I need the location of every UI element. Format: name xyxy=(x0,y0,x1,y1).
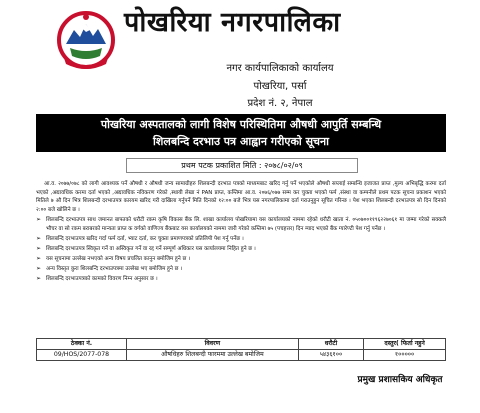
notice-title-line1: पोखरिया अस्पतालको लागी विशेष परिस्थितिमा औषधी आपुर्ति सम्बन्धि xyxy=(100,118,382,131)
list-item xyxy=(36,255,446,264)
list-item-text: शिलबन्दि दरभाउपत्र साथ जमानत बापतको धरौटी रकम कृषि विकास बैंक लि. शाखा कार्यालय पोखरियामा यस कार्यालयको नाममा रहेको धरौटी खाता नं. ०५०७००११९६२२७०६१ मा जम्मा गरेको सक्कलै भौचर वा सो रकम बराबरको मान्यता प्राप्त क वर्गको वाणिज्य बैंकबाट यस कार्यालयको नाममा जारी गरेको कम्तिमा ७५ (पचहत्तर) दिन म्याद भएको बैंक ग्यारेण्टी पेश गर्नु पर्नेछ । xyxy=(46,217,446,232)
column-header-deposit: धरौटी xyxy=(298,339,363,350)
notice-banner xyxy=(36,114,446,152)
table-row xyxy=(37,350,446,361)
intro-paragraph: आ.व. २०७७/०७८ को लागी आवश्यक पर्ने औषधी र औषधी जन्य सामाग्रीहरु शिलबन्दी दरभाउ पत्रको माध्यमबाट खरिद गर्नु पर्ने भएकोले औषधी सप्लाई सम्बन्धि इजाजत प्राप्त ,मुल्य अभिबृद्धि करमा दर्ता भएको ,अद्यावधिक करमा दर्ता भएको ,अद्यावधिक नविकरण गरेको ,स्थायी लेखा नं PAN प्राप्त, कम्तिमा आ.व. २०७६/०७७ सम्म कर चुक्ता भएको फर्म ,संस्था वा कम्पनीले प्रथम पटक सूचना प्रकाशन भएको मितिले ७ औ दिन भित्र शिलबन्दी दरभाउपत्र कारयम खरिद गरी दाखिला गर्नुपर्ने मिति दिनको १२:०० बजे भित्र यस नगरपालिकामा दर्ता गराउनुहुन सूचित गरिन्छ । पेश भएका शिलबन्दी दरभाउपत्र सो दिन दिनको २:०० बजे खोलिने छ । xyxy=(36,181,447,213)
municipality-title: पोखरिया नगरपालिका xyxy=(124,7,341,38)
arrow-bullet-icon: ➢ xyxy=(36,216,42,224)
contract-number-cell: 09/HOS/2077-078 xyxy=(37,350,127,361)
list-item-text: शिलबन्दि दरभाउपत्रको कामको विवरण निम्न अनुसार छ । xyxy=(46,276,158,283)
list-item-text: अन्य विस्तृत कुरा शिलबन्दि दरभाउपत्रमा उल्लेख भए बमोजिम हुने छ । xyxy=(46,266,183,273)
province-line: प्रदेश नं. २, नेपाल xyxy=(247,98,313,109)
list-item-text: शिलबन्दि दरभाउपत्र स्विकृत गर्ने वा अस्विकृत गर्ने वा रद्द गर्ने सम्पूर्ण अधिकार यस कार्यालयमा निहित हुने छ । xyxy=(46,246,256,253)
arrow-bullet-icon: ➢ xyxy=(36,255,42,263)
tender-table xyxy=(36,338,446,361)
description-cell: औषधिहरु शिलबन्दी फारममा उल्लेख बमोजिम xyxy=(126,350,298,361)
list-item-text: शिलबन्दि दरभाउपत्र खरिद गर्दा फर्म दर्ता, भ्याट दर्ता, कर चुक्ता प्रमाणपत्रको प्रतिलिपी पेश गर्नु पर्नेछ । xyxy=(46,236,244,243)
office-name: नगर कार्यपालिकाको कार्यालय xyxy=(226,63,334,74)
arrow-bullet-icon: ➢ xyxy=(36,245,42,253)
publish-date-box: प्रथम पटक प्रकाशित मिति : २०७८/०२/०९ xyxy=(126,158,358,173)
table-header-row xyxy=(37,339,446,350)
notice-body xyxy=(36,180,446,286)
signatory-title: प्रमुख प्रशासकिय अधिकृत xyxy=(357,375,443,385)
list-item xyxy=(36,245,446,254)
arrow-bullet-icon: ➢ xyxy=(36,275,42,283)
deposit-cell: ५४३६१०० xyxy=(298,350,363,361)
list-item xyxy=(36,235,446,244)
list-item xyxy=(36,216,446,233)
column-header-description: विवरण xyxy=(126,339,298,350)
arrow-bullet-icon: ➢ xyxy=(36,235,42,243)
notice-title-line2: शिलबन्दि दरभाउ पत्र आह्वान गरीएको सूचना xyxy=(153,135,329,148)
column-header-contract-no: ठेक्का नं. xyxy=(37,339,127,350)
fee-cell: १००००० xyxy=(364,350,446,361)
column-header-fee: दस्तुर( फिर्ता नहुने xyxy=(364,339,446,350)
office-location: पोखरिया, पर्सा xyxy=(253,81,307,92)
list-item xyxy=(36,275,446,284)
list-item xyxy=(36,265,446,274)
arrow-bullet-icon: ➢ xyxy=(36,265,42,273)
list-item-text: यस सूचनामा उल्लेख नभएको अन्य विषय प्रचलित कानुन बमोजिम हुने छ । xyxy=(46,256,191,263)
